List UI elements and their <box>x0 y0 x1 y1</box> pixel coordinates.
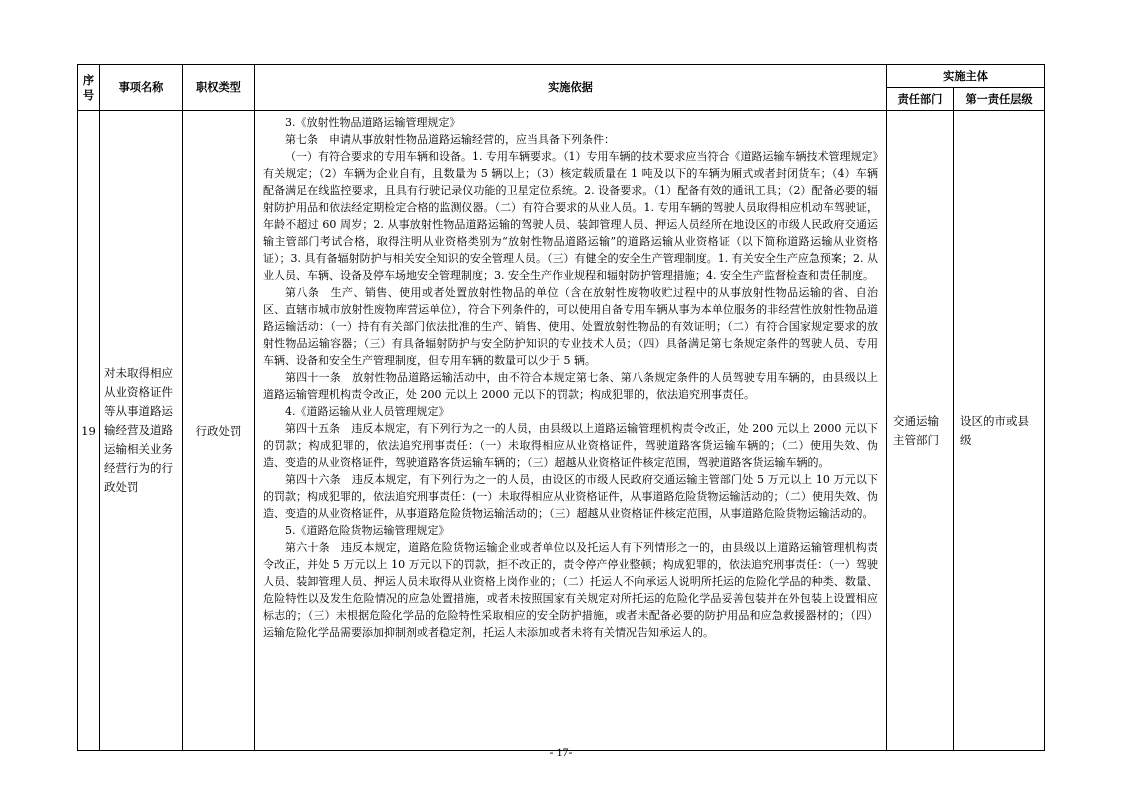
row-dept: 交通运输主管部门 <box>887 111 954 751</box>
basis-paragraph: 第四十六条 违反本规定，有下列行为之一的人员，由设区的市级人民政府交通运输主管部门处 5 万元以上 10 万元以下的罚款；构成犯罪的，依法追究刑事责任：(一）未取得相应从业资格证件，从事道路危险货物运输活动的；（二）使用失效、伪造、变造的从业资格证件，从事道路危险货物运输活动的；（三）超越从业资格证件核定范围，从事道路危险货物运输活动的。 <box>263 473 878 520</box>
basis-paragraph: 第七条 申请从事放射性物品道路运输经营的，应当具备下列条件： <box>285 133 615 146</box>
basis-paragraph: 3.《放射性物品道路运输管理规定》 <box>285 116 461 129</box>
basis-paragraph: 第八条 生产、销售、使用或者处置放射性物品的单位（含在放射性废物收贮过程中的从事放射性物品运输的省、自治区、直辖市城市放射性废物库营运单位），符合下列条件的，可以使用自备专用车辆从事为本单位服务的非经营性放射性物品道路运输活动：（一）持有有关部门依法批准的生产、销售、使用、处置放射性物品的有效证明；（二）有符合国家规定要求的放射性物品运输容器；（三）有具备辐射防护与安全防护知识的专业技术人员；（四）具备满足第七条规定条件的驾驶人员、专用车辆、设备和安全生产管理制度，但专用车辆的数量可以少于 5 辆。 <box>263 286 878 367</box>
row-item-name: 对未取得相应从业资格证件等从事道路运输经营及道路运输相关业务经营行为的行政处罚 <box>100 111 183 751</box>
header-basis: 实施依据 <box>255 65 887 111</box>
header-subject: 实施主体 <box>887 65 1045 88</box>
header-power-type: 职权类型 <box>183 65 255 111</box>
row-basis <box>255 111 887 751</box>
basis-paragraph: 第四十五条 违反本规定，有下列行为之一的人员，由县级以上道路运输管理机构责令改正，处 200 元以上 2000 元以下的罚款；构成犯罪的，依法追究刑事责任：（一）未取得相应从业资格证件，驾驶道路客货运输车辆的；（二）使用失效、伪造、变造的从业资格证件，驾驶道路客货运输车辆的；（三）超越从业资格证件核定范围，驾驶道路客货运输车辆的。 <box>263 422 878 469</box>
basis-paragraph: 第四十一条 放射性物品道路运输活动中，由不符合本规定第七条、第八条规定条件的人员驾驶专用车辆的，由县级以上道路运输管理机构责令改正，处 200 元以上 2000 元以下的罚款；构成犯罪的，依法追究刑事责任。 <box>263 371 878 401</box>
power-list-table <box>77 64 1045 751</box>
table-row <box>78 111 1045 751</box>
header-item-name: 事项名称 <box>100 65 183 111</box>
basis-paragraph: （一）有符合要求的专用车辆和设备。1. 专用车辆要求。（1）专用车辆的技术要求应当符合《道路运输车辆技术管理规定》有关规定；（2）车辆为企业自有，且数量为 5 辆以上；（3）核定载质量在 1 吨及以下的车辆为厢式或者封闭货车；（4）车辆配备满足在线监控要求，且具有行驶记录仪功能的卫星定位系统。2. 设备要求。（1）配备有效的通讯工具；（2）配备必要的辐射防护用品和依法经定期检定合格的监测仪器。（二）有符合要求的从业人员。1. 专用车辆的驾驶人员取得相应机动车驾驶证，年龄不超过 60 周岁；2. 从事放射性物品道路运输的驾驶人员、装卸管理人员、押运人员经所在地设区的市级人民政府交通运输主管部门考试合格，取得注明从业资格类别为“放射性物品道路运输”的道路运输从业资格证（以下简称道路运输从业资格证）；3. 具有备辐射防护与相关安全知识的安全管理人员。（三）有健全的安全生产管理制度。1. 有关安全生产应急预案；2. 从业人员、车辆、设备及停车场地安全管理制度；3. 安全生产作业规程和辐射防护管理措施；4. 安全生产监督检查和责任制度。 <box>263 150 878 282</box>
row-seq: 19 <box>78 111 100 751</box>
header-seq: 序号 <box>78 65 100 111</box>
row-power-type: 行政处罚 <box>183 111 255 751</box>
basis-paragraph: 4.《道路运输从业人员管理规定》 <box>285 405 450 418</box>
header-level: 第一责任层级 <box>954 88 1045 111</box>
row-level: 设区的市或县级 <box>954 111 1045 751</box>
basis-paragraph: 第六十条 违反本规定，道路危险货物运输企业或者单位以及托运人有下列情形之一的，由县级以上道路运输管理机构责令改正，并处 5 万元以上 10 万元以下的罚款，拒不改正的，责令停产停业整顿；构成犯罪的，依法追究刑事责任：（一）驾驶人员、装卸管理人员、押运人员未取得从业资格上岗作业的；（二）托运人不向承运人说明所托运的危险化学品的种类、数量、危险特性以及发生危险情况的应急处置措施，或者未按照国家有关规定对所托运的危险化学品妥善包装并在外包装上设置相应标志的；（三）未根据危险化学品的危险特性采取相应的安全防护措施，或者未配备必要的防护用品和应急救援器材的；（四）运输危险化学品需要添加抑制剂或者稳定剂，托运人未添加或者未将有关情况告知承运人的。 <box>263 541 878 639</box>
basis-paragraph: 5.《道路危险货物运输管理规定》 <box>285 524 450 537</box>
page-number: - 17- <box>549 745 573 759</box>
header-dept: 责任部门 <box>887 88 954 111</box>
